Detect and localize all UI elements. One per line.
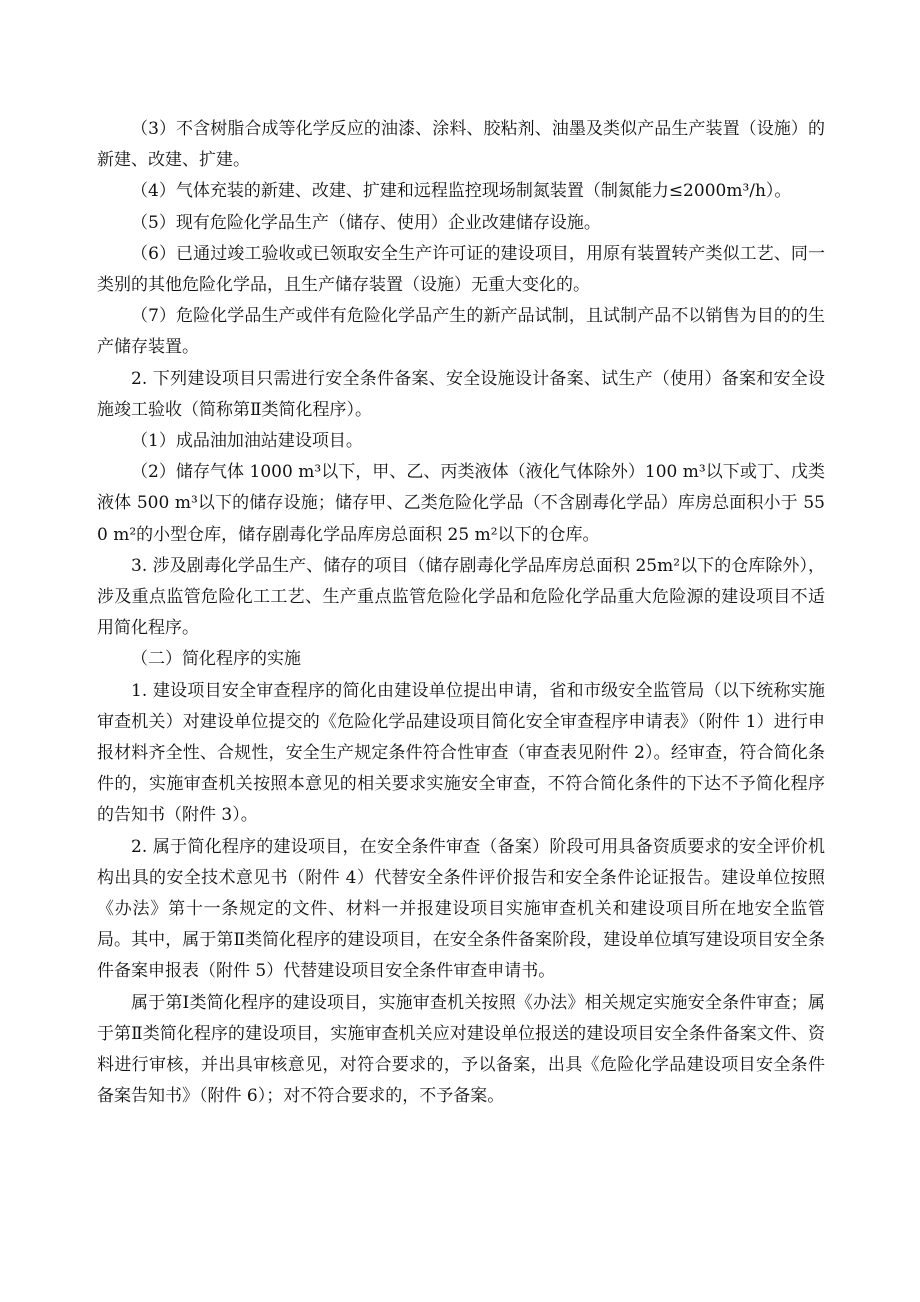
paragraph-sub-2: （2）储存气体 1000 m³以下，甲、乙、丙类液体（液化气体除外）100 m³以下或丁、戊类液体 500 m³以下的储存设施；储存甲、乙类危险化学品（不含剧毒化学品）库房总面积小于 550 m²的小型仓库，储存剧毒化学品库房总面积 25 m²以下的仓库。 bbox=[97, 462, 825, 545]
paragraph-item-7: （7）危险化学品生产或伴有危险化学品产生的新产品试制，且试制产品不以销售为目的的生产储存装置。 bbox=[97, 306, 825, 358]
paragraph-item-4: （4）气体充装的新建、改建、扩建和远程监控现场制氮装置（制氮能力≤2000m³/h）。 bbox=[131, 181, 792, 202]
paragraph-item-6: （6）已通过竣工验收或已领取安全生产许可证的建设项目，用原有装置转产类似工艺、同一类别的其他危险化学品，且生产储存装置（设施）无重大变化的。 bbox=[97, 243, 825, 296]
paragraph-section-2: 2. 下列建设项目只需进行安全条件备案、安全设施设计备案、试生产（使用）备案和安全设施竣工验收（简称第Ⅱ类简化程序）。 bbox=[97, 368, 825, 420]
paragraph-item-5: （5）现有危险化学品生产（储存、使用）企业改建储存设施。 bbox=[131, 212, 601, 233]
section-heading: （二）简化程序的实施 bbox=[131, 649, 301, 670]
paragraph-impl-3: 属于第Ⅰ类简化程序的建设项目，实施审查机关按照《办法》相关规定实施安全条件审查；属于第Ⅱ类简化程序的建设项目，实施审查机关应对建设单位报送的建设项目安全条件备案文件、资料进行审核，并出具审核意见，对符合要求的，予以备案，出具《危险化学品建设项目安全条件备案告知书》（附件 6）；对不符合要求的，不予备案。 bbox=[97, 992, 825, 1107]
paragraph-sub-1: （1）成品油加油站建设项目。 bbox=[131, 431, 363, 452]
document-body bbox=[97, 114, 825, 1113]
paragraph-section-3: 3. 涉及剧毒化学品生产、储存的项目（储存剧毒化学品库房总面积 25m²以下的仓库除外），涉及重点监管危险化工工艺、生产重点监管危险化学品和危险化学品重大危险源的建设项目不适用简化程序。 bbox=[97, 555, 825, 639]
paragraph-impl-1: 1. 建设项目安全审查程序的简化由建设单位提出申请，省和市级安全监管局（以下统称实施审查机关）对建设单位提交的《危险化学品建设项目简化安全审查程序申请表》（附件 1）进行申报材料齐全性、合规性，安全生产规定条件符合性审查（审查表见附件 2）。经审查，符合简化条件的，实施审查机关按照本意见的相关要求实施安全审查，不符合简化条件的下达不予简化程序的告知书（附件 3）。 bbox=[97, 680, 825, 826]
paragraph-item-3: （3）不含树脂合成等化学反应的油漆、涂料、胶粘剂、油墨及类似产品生产装置（设施）的新建、改建、扩建。 bbox=[97, 119, 825, 171]
paragraph-impl-2: 2. 属于简化程序的建设项目，在安全条件审查（备案）阶段可用具备资质要求的安全评价机构出具的安全技术意见书（附件 4）代替安全条件评价报告和安全条件论证报告。建设单位按照《办法》第十一条规定的文件、材料一并报建设项目实施审查机关和建设项目所在地安全监管局。其中，属于第Ⅱ类简化程序的建设项目，在安全条件备案阶段，建设单位填写建设项目安全条件备案申报表（附件 5）代替建设项目安全条件审查申请书。 bbox=[97, 836, 825, 982]
